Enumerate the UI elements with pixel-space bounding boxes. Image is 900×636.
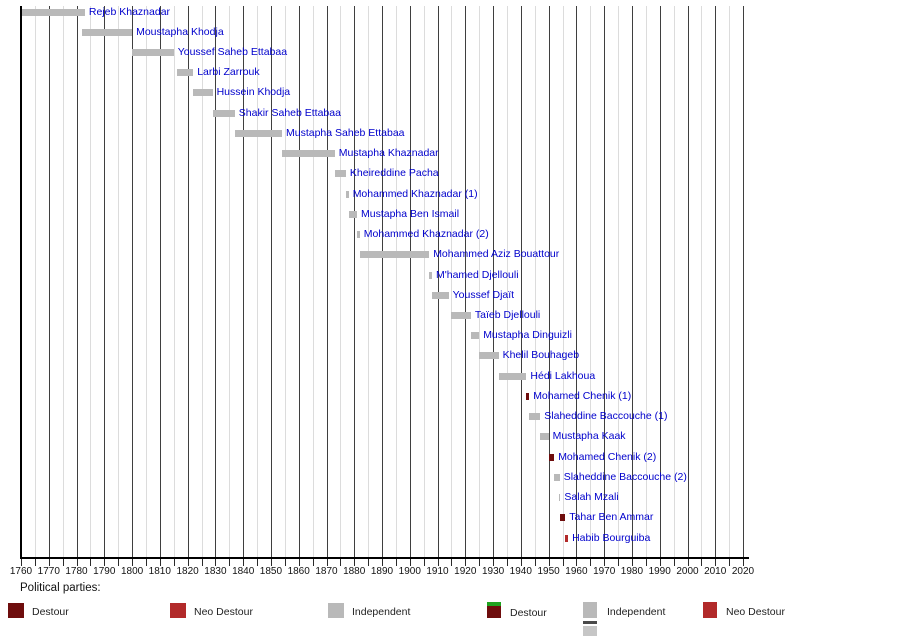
term-bar [282, 150, 335, 157]
legend-label: Destour [32, 606, 69, 618]
x-axis-tick-label: 2010 [704, 566, 727, 577]
term-bar [21, 9, 85, 16]
minor-gridline [340, 6, 341, 557]
x-axis-line [20, 557, 749, 559]
minor-gridline [424, 6, 425, 557]
minor-gridline [396, 6, 397, 557]
x-axis-tick [410, 558, 411, 566]
minister-name-label: Mustapha Kaak [552, 430, 626, 443]
x-axis-tick [313, 558, 314, 566]
minister-name-label: Mohammed Khaznadar (1) [352, 187, 478, 200]
x-axis-tick [299, 558, 300, 566]
term-bar [554, 474, 560, 481]
decade-gridline [132, 6, 133, 557]
term-bar [346, 191, 349, 198]
x-axis-tick-label: 1930 [481, 566, 505, 577]
x-axis-tick-label: 1890 [370, 566, 394, 577]
decade-gridline [299, 6, 300, 557]
x-axis-tick-label: 1970 [593, 566, 616, 577]
term-bar [432, 292, 449, 299]
minister-name-label: Khelil Bouhageb [502, 349, 580, 362]
x-axis-tick [743, 558, 744, 566]
legend-label: Neo Destour [726, 606, 785, 618]
term-bar [499, 373, 527, 380]
decade-gridline [493, 6, 494, 557]
x-axis-tick [174, 558, 175, 566]
destour-swatch [8, 603, 24, 618]
minister-name-label: Mustapha Dinguizli [483, 329, 572, 342]
term-bar [360, 251, 429, 258]
x-axis-tick [563, 558, 564, 566]
x-axis-tick-label: 1980 [620, 566, 644, 577]
x-axis-tick [215, 558, 216, 566]
decade-gridline [77, 6, 78, 557]
term-bar [565, 535, 568, 542]
x-axis-tick-label: 1840 [232, 566, 255, 577]
decade-gridline [521, 6, 522, 557]
decade-gridline [743, 6, 744, 557]
independent-swatch [328, 603, 344, 618]
minor-gridline [63, 6, 64, 557]
x-axis-tick [188, 558, 189, 566]
minor-gridline [35, 6, 36, 557]
x-axis-tick [424, 558, 425, 566]
x-axis-tick [257, 558, 258, 566]
term-bar [451, 312, 470, 319]
x-axis-tick [49, 558, 50, 566]
minister-name-label: Mohamed Chenik (1) [533, 389, 632, 402]
partial-legend-swatch-body [583, 626, 597, 636]
x-axis-tick-label: 1910 [426, 566, 449, 577]
x-axis-tick [160, 558, 161, 566]
x-axis-tick [382, 558, 383, 566]
x-axis-tick [21, 558, 22, 566]
x-axis-tick [688, 558, 689, 566]
x-axis-tick-label: 1880 [343, 566, 366, 577]
minister-name-label: Slaheddine Baccouche (2) [563, 470, 687, 483]
minister-name-label: Youssef Djaït [452, 288, 515, 301]
x-axis-tick [729, 558, 730, 566]
x-axis-tick-label: 1770 [37, 566, 60, 577]
x-axis-tick [632, 558, 633, 566]
x-axis-tick [271, 558, 272, 566]
x-axis-tick [674, 558, 675, 566]
x-axis-tick-label: 1950 [537, 566, 560, 577]
term-bar [549, 454, 555, 461]
x-axis-tick [132, 558, 133, 566]
term-bar [177, 69, 194, 76]
term-bar [429, 272, 432, 279]
minister-name-label: Salah Mzali [564, 491, 619, 503]
legend-label: Independent [607, 606, 666, 618]
term-bar [193, 89, 212, 96]
decade-gridline [688, 6, 689, 557]
x-axis-tick [590, 558, 591, 566]
x-axis-tick-label: 1870 [315, 566, 338, 577]
x-axis-tick-label: 1860 [287, 566, 310, 577]
term-bar [132, 49, 174, 56]
decade-gridline [410, 6, 411, 557]
x-axis-tick [465, 558, 466, 566]
minor-gridline [729, 6, 730, 557]
x-axis-tick-label: 1820 [176, 566, 199, 577]
x-axis-tick [535, 558, 536, 566]
partial-legend-swatch-bar [583, 621, 597, 624]
x-axis-tick [438, 558, 439, 566]
minister-name-label: Moustapha Khodja [136, 25, 224, 38]
decade-gridline [188, 6, 189, 557]
minor-gridline [479, 6, 480, 557]
x-axis-tick-label: 1800 [120, 566, 144, 577]
minister-name-label: Mohammed Khaznadar (2) [363, 228, 489, 240]
decade-gridline [354, 6, 355, 557]
x-axis-tick [604, 558, 605, 566]
minister-name-label: Kheireddine Pacha [349, 167, 439, 180]
x-axis-tick [507, 558, 508, 566]
x-axis-tick-label: 1780 [65, 566, 88, 577]
decade-gridline [327, 6, 328, 557]
minister-name-label: Larbi Zarrouk [197, 66, 260, 79]
x-axis-tick [493, 558, 494, 566]
x-axis-tick [549, 558, 550, 566]
minister-name-label: Mustapha Ben Ismail [361, 207, 460, 220]
x-axis-tick [618, 558, 619, 566]
x-axis-tick [368, 558, 369, 566]
x-axis-tick-label: 1920 [454, 566, 477, 577]
minor-gridline [507, 6, 508, 557]
x-axis-tick [646, 558, 647, 566]
minor-gridline [368, 6, 369, 557]
x-axis-tick-label: 1810 [148, 566, 171, 577]
term-bar [526, 393, 529, 400]
decade-gridline [715, 6, 716, 557]
decade-gridline [438, 6, 439, 557]
minor-gridline [174, 6, 175, 557]
x-axis-tick [243, 558, 244, 566]
x-axis-tick [340, 558, 341, 566]
x-axis-tick [104, 558, 105, 566]
decade-gridline [49, 6, 50, 557]
x-axis-tick [327, 558, 328, 566]
term-bar [540, 433, 548, 440]
minister-name-label: Mohammed Aziz Bouattour [433, 248, 560, 261]
x-axis-tick-label: 1760 [9, 566, 33, 577]
independent-swatch [583, 602, 597, 618]
x-axis-tick [354, 558, 355, 566]
minister-name-label: Mustapha Khaznadar [338, 147, 439, 160]
decade-gridline [465, 6, 466, 557]
minister-name-label: Habib Bourguiba [572, 531, 651, 544]
minister-name-label: Tahar Ben Ammar [569, 511, 654, 524]
decade-gridline [104, 6, 105, 557]
minister-name-label: Slaheddine Baccouche (1) [544, 410, 668, 423]
minor-gridline [118, 6, 119, 557]
x-axis-tick-label: 1790 [93, 566, 116, 577]
x-axis-tick [660, 558, 661, 566]
decade-gridline [382, 6, 383, 557]
decade-gridline [160, 6, 161, 557]
x-axis-tick-label: 2020 [731, 566, 755, 577]
term-bar [357, 231, 360, 238]
term-bar [235, 130, 282, 137]
x-axis-tick [35, 558, 36, 566]
minister-name-label: Youssef Saheb Ettabaa [177, 46, 288, 58]
term-bar [559, 494, 561, 501]
minor-gridline [313, 6, 314, 557]
minister-name-label: Shakir Saheb Ettabaa [238, 106, 341, 119]
neo-destour-swatch [703, 602, 717, 618]
x-axis-tick [576, 558, 577, 566]
x-axis-tick [451, 558, 452, 566]
decade-gridline [549, 6, 550, 557]
minor-gridline [451, 6, 452, 557]
minister-name-label: Hédi Lakhoua [530, 369, 596, 382]
term-bar [335, 170, 346, 177]
x-axis-tick-label: 1850 [259, 566, 283, 577]
x-axis-tick [90, 558, 91, 566]
x-axis-tick [202, 558, 203, 566]
destour-striped-swatch [487, 602, 501, 618]
x-axis-tick-label: 1960 [565, 566, 588, 577]
legend-label: Neo Destour [194, 606, 253, 618]
x-axis-tick [285, 558, 286, 566]
x-axis-tick-label: 1940 [509, 566, 532, 577]
minister-name-label: Mustapha Saheb Ettabaa [286, 126, 405, 139]
term-bar [213, 110, 235, 117]
minister-name-label: Hussein Khodja [216, 86, 291, 99]
x-axis-tick [77, 558, 78, 566]
minister-name-label: Rejeb Khaznadar [88, 5, 171, 18]
minister-name-label: M'hamed Djellouli [436, 268, 519, 281]
minister-name-label: Taïeb Djellouli [474, 308, 541, 321]
term-bar [349, 211, 357, 218]
minor-gridline [146, 6, 147, 557]
x-axis-tick [701, 558, 702, 566]
x-axis-tick [146, 558, 147, 566]
x-axis-tick [118, 558, 119, 566]
x-axis-tick-label: 2000 [676, 566, 699, 577]
term-bar [82, 29, 132, 36]
term-bar [560, 514, 566, 521]
minor-gridline [535, 6, 536, 557]
legend-heading: Political parties: [20, 582, 101, 594]
term-bar [479, 352, 498, 359]
x-axis-tick [396, 558, 397, 566]
neo-destour-swatch [170, 603, 186, 618]
x-axis-tick [479, 558, 480, 566]
x-axis-tick [521, 558, 522, 566]
minor-gridline [701, 6, 702, 557]
legend-label: Destour [510, 607, 547, 619]
term-bar [529, 413, 540, 420]
minor-gridline [90, 6, 91, 557]
x-axis-tick [63, 558, 64, 566]
x-axis-tick-label: 1830 [204, 566, 227, 577]
green-stripe [487, 602, 501, 606]
x-axis-tick [229, 558, 230, 566]
legend-label: Independent [352, 606, 411, 618]
minister-name-label: Mohamed Chenik (2) [558, 450, 657, 463]
x-axis-tick-label: 1990 [648, 566, 671, 577]
x-axis-tick [715, 558, 716, 566]
y-axis-spine [20, 6, 22, 557]
term-bar [471, 332, 479, 339]
x-axis-tick-label: 1900 [398, 566, 421, 577]
